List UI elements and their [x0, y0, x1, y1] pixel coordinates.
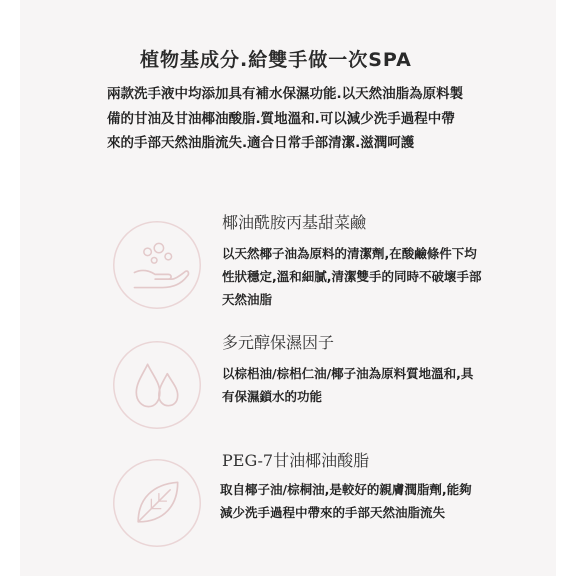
- feature-description: 以棕梠油/棕梠仁油/椰子油為原料質地溫和,具有保濕鎖水的功能: [222, 366, 474, 404]
- feature-heading: 多元醇保濕因子: [222, 333, 335, 352]
- intro-paragraph: 兩款洗手液中均添加具有補水保濕功能.以天然油脂為原料製備的甘油及甘油椰油酸脂.質地溫和.可以減少洗手過程中帶來的手部天然油脂流失.適合日常手部清潔.滋潤呵護: [107, 86, 464, 151]
- feature-heading: PEG-7甘油椰油酸脂: [222, 451, 370, 470]
- page-title: 植物基成分.給雙手做一次SPA: [140, 49, 412, 71]
- feature-description: 以天然椰子油為原料的清潔劑,在酸鹼條件下均性狀穩定,溫和細膩,清潔雙手的同時不破壞手部天然油脂: [222, 246, 482, 307]
- hand-bubbles-icon: [110, 218, 204, 312]
- feature-description: 取自椰子油/棕桐油,是較好的親膚潤脂劑,能夠減少洗手過程中帶來的手部天然油脂流失: [220, 482, 472, 520]
- water-drops-icon: [110, 338, 204, 432]
- feature-heading: 椰油酰胺丙基甜菜鹼: [222, 213, 367, 232]
- leaf-icon: [110, 456, 204, 550]
